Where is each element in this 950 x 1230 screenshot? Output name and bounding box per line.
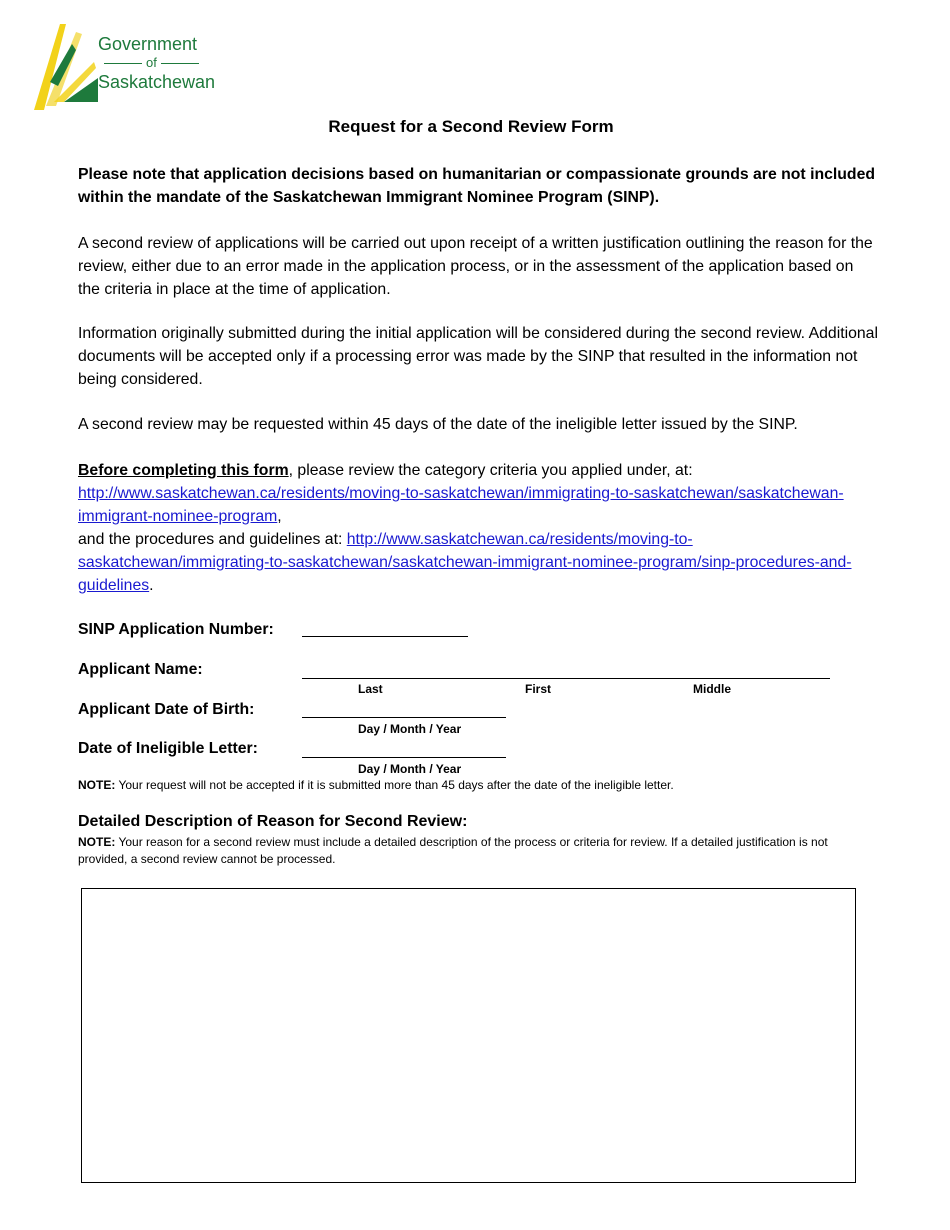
ineligible-date-label: Date of Ineligible Letter: <box>78 740 258 757</box>
category-criteria-link[interactable]: http://www.saskatchewan.ca/residents/moving-to-saskatchewan/immigrating-to-saskatchewan/saskatchewan-immigrant-nominee-program <box>78 485 844 525</box>
app-number-label: SINP Application Number: <box>78 621 274 638</box>
description-note-prefix: NOTE: <box>78 835 116 849</box>
dob-hint: Day / Month / Year <box>358 722 462 736</box>
description-textarea[interactable] <box>81 888 856 1183</box>
period-text: . <box>149 577 154 594</box>
description-note <box>78 834 878 868</box>
ineligible-date-hint: Day / Month / Year <box>358 762 462 776</box>
note-text: Your request will not be accepted if it is submitted more than 45 days after the date of the ineligible letter. <box>115 778 674 792</box>
name-last-hint: Last <box>358 682 383 696</box>
name-middle-hint: Middle <box>693 682 731 696</box>
description-note-text: Your reason for a second review must include a detailed description of the process or criteria for review. If a detailed justification is not provided, a second review cannot be processed. <box>78 835 828 866</box>
name-first-hint: First <box>525 682 552 696</box>
applicant-name-input[interactable] <box>302 664 830 679</box>
wheat-sheaf-icon <box>30 22 100 114</box>
note-prefix: NOTE: <box>78 778 116 792</box>
paragraph-before-completing <box>78 459 878 597</box>
logo-government: Government <box>98 34 198 54</box>
before-completing-lead: Before completing this form <box>78 462 289 479</box>
government-logo <box>30 22 240 114</box>
ineligible-date-input[interactable] <box>302 743 506 758</box>
humanitarian-notice: Please note that application decisions based on humanitarian or compassionate grounds are not included within the mandate of the Saskatchewan Immigrant Nominee Program (SINP). <box>78 166 876 206</box>
paragraph-deadline: A second review may be requested within 45 days of the date of the ineligible letter issued by the SINP. <box>78 416 798 433</box>
logo-saskatchewan: Saskatchewan <box>98 72 216 92</box>
before-text2: and the procedures and guidelines at: <box>78 531 347 548</box>
procedures-guidelines-link[interactable]: http://www.saskatchewan.ca/residents/moving-to-saskatchewan/immigrating-to-saskatchewan/saskatchewan-immigrant-nominee-program/sinp-procedures-and-guidelines <box>78 531 852 594</box>
deadline-note <box>78 777 878 794</box>
form-title: Request for a Second Review Form <box>328 117 614 136</box>
logo-of: of <box>98 54 215 72</box>
applicant-name-label: Applicant Name: <box>78 661 203 678</box>
paragraph-second-review: A second review of applications will be carried out upon receipt of a written justification outlining the reason for the review, either due to an error made in the application process, or in the assessment of the application based on the criteria in place at the time of application. <box>78 235 873 298</box>
dob-label: Applicant Date of Birth: <box>78 701 255 718</box>
dob-input[interactable] <box>302 703 506 718</box>
description-heading: Detailed Description of Reason for Second Review: <box>78 813 468 830</box>
app-number-input[interactable] <box>302 622 468 637</box>
before-text1: , please review the category criteria you applied under, at: <box>288 462 693 479</box>
paragraph-information: Information originally submitted during the initial application will be considered during the second review. Additional documents will be accepted only if a processing error was made by the SINP that resulted in the information not being considered. <box>78 325 878 388</box>
comma-text: , <box>277 508 282 525</box>
logo-wordmark <box>98 34 215 92</box>
